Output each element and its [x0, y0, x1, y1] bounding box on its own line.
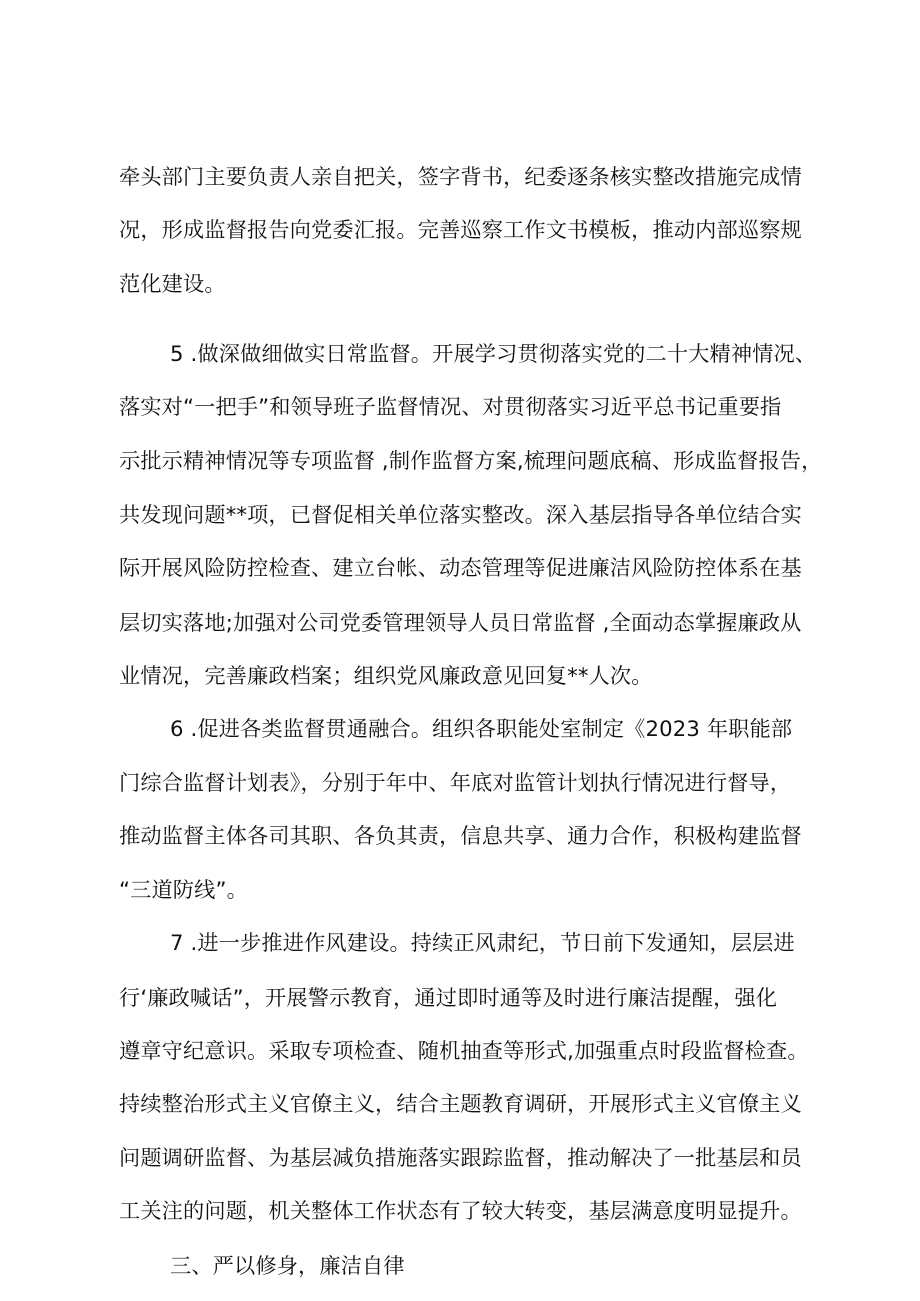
text-line: 范化建设。 [119, 271, 226, 296]
section-heading: 三、严以修身，廉洁自律 [170, 1253, 405, 1278]
text-line: 门综合监督计划表》，分别于年中、年底对监管计划执行情况进行督导， [119, 770, 792, 795]
text-line: 牵头部门主要负责人亲自把关，签字背书，纪委逐条核实整改措施完成情 [119, 164, 802, 189]
text-line: 行‘廉政喊话”，开展警示教育，通过即时通等及时进行廉洁提醒，强化 [119, 985, 778, 1010]
text-line: 问题调研监督、为基层减负措施落实跟踪监督，推动解决了一批基层和员 [119, 1145, 802, 1170]
text-line: 示批示精神情况等专项监督 ,制作监督方案,梳理问题底稿、形成监督报告， [119, 448, 823, 473]
text-line: 遵章守纪意识。采取专项检查、随机抽查等形式,加强重点时段监督检查。 [119, 1038, 809, 1063]
text-line: 持续整治形式主义官僚主义，结合主题教育调研，开展形式主义官僚主义 [119, 1091, 802, 1116]
text-line: 共发现问题**项，已督促相关单位落实整改。深入基层指导各单位结合实 [119, 502, 802, 527]
text-line: 工关注的问题，机关整体工作状态有了较大转变，基层满意度明显提升。 [119, 1198, 802, 1223]
text-line: 5 .做深做细做实日常监督。开展学习贯彻落实党的二十大精神情况、 [170, 341, 817, 366]
text-line: 落实对“一把手”和领导班子监督情况、对贯彻落实习近平总书记重要指 [119, 394, 782, 419]
text-line: 况，形成监督报告向党委汇报。完善巡察工作文书模板，推动内部巡察规 [119, 217, 802, 242]
text-line: 6 .促进各类监督贯通融合。组织各职能处室制定《2023 年职能部 [170, 716, 793, 741]
text-line: 层切实落地;加强对公司党委管理领导人员日常监督 ,全面动态掌握廉政从 [119, 610, 802, 635]
text-line: 业情况，完善廉政档案；组织党风廉政意见回复**人次。 [119, 663, 653, 688]
text-line: 际开展风险防控检查、建立台帐、动态管理等促进廉洁风险防控体系在基 [119, 555, 802, 580]
text-line: 7 .进一步推进作风建设。持续正风肃纪，节日前下发通知，层层进 [170, 930, 795, 955]
text-line: “三道防线”。 [119, 877, 248, 902]
text-line: 推动监督主体各司其职、各负其责，信息共享、通力合作，积极构建监督 [119, 823, 802, 848]
